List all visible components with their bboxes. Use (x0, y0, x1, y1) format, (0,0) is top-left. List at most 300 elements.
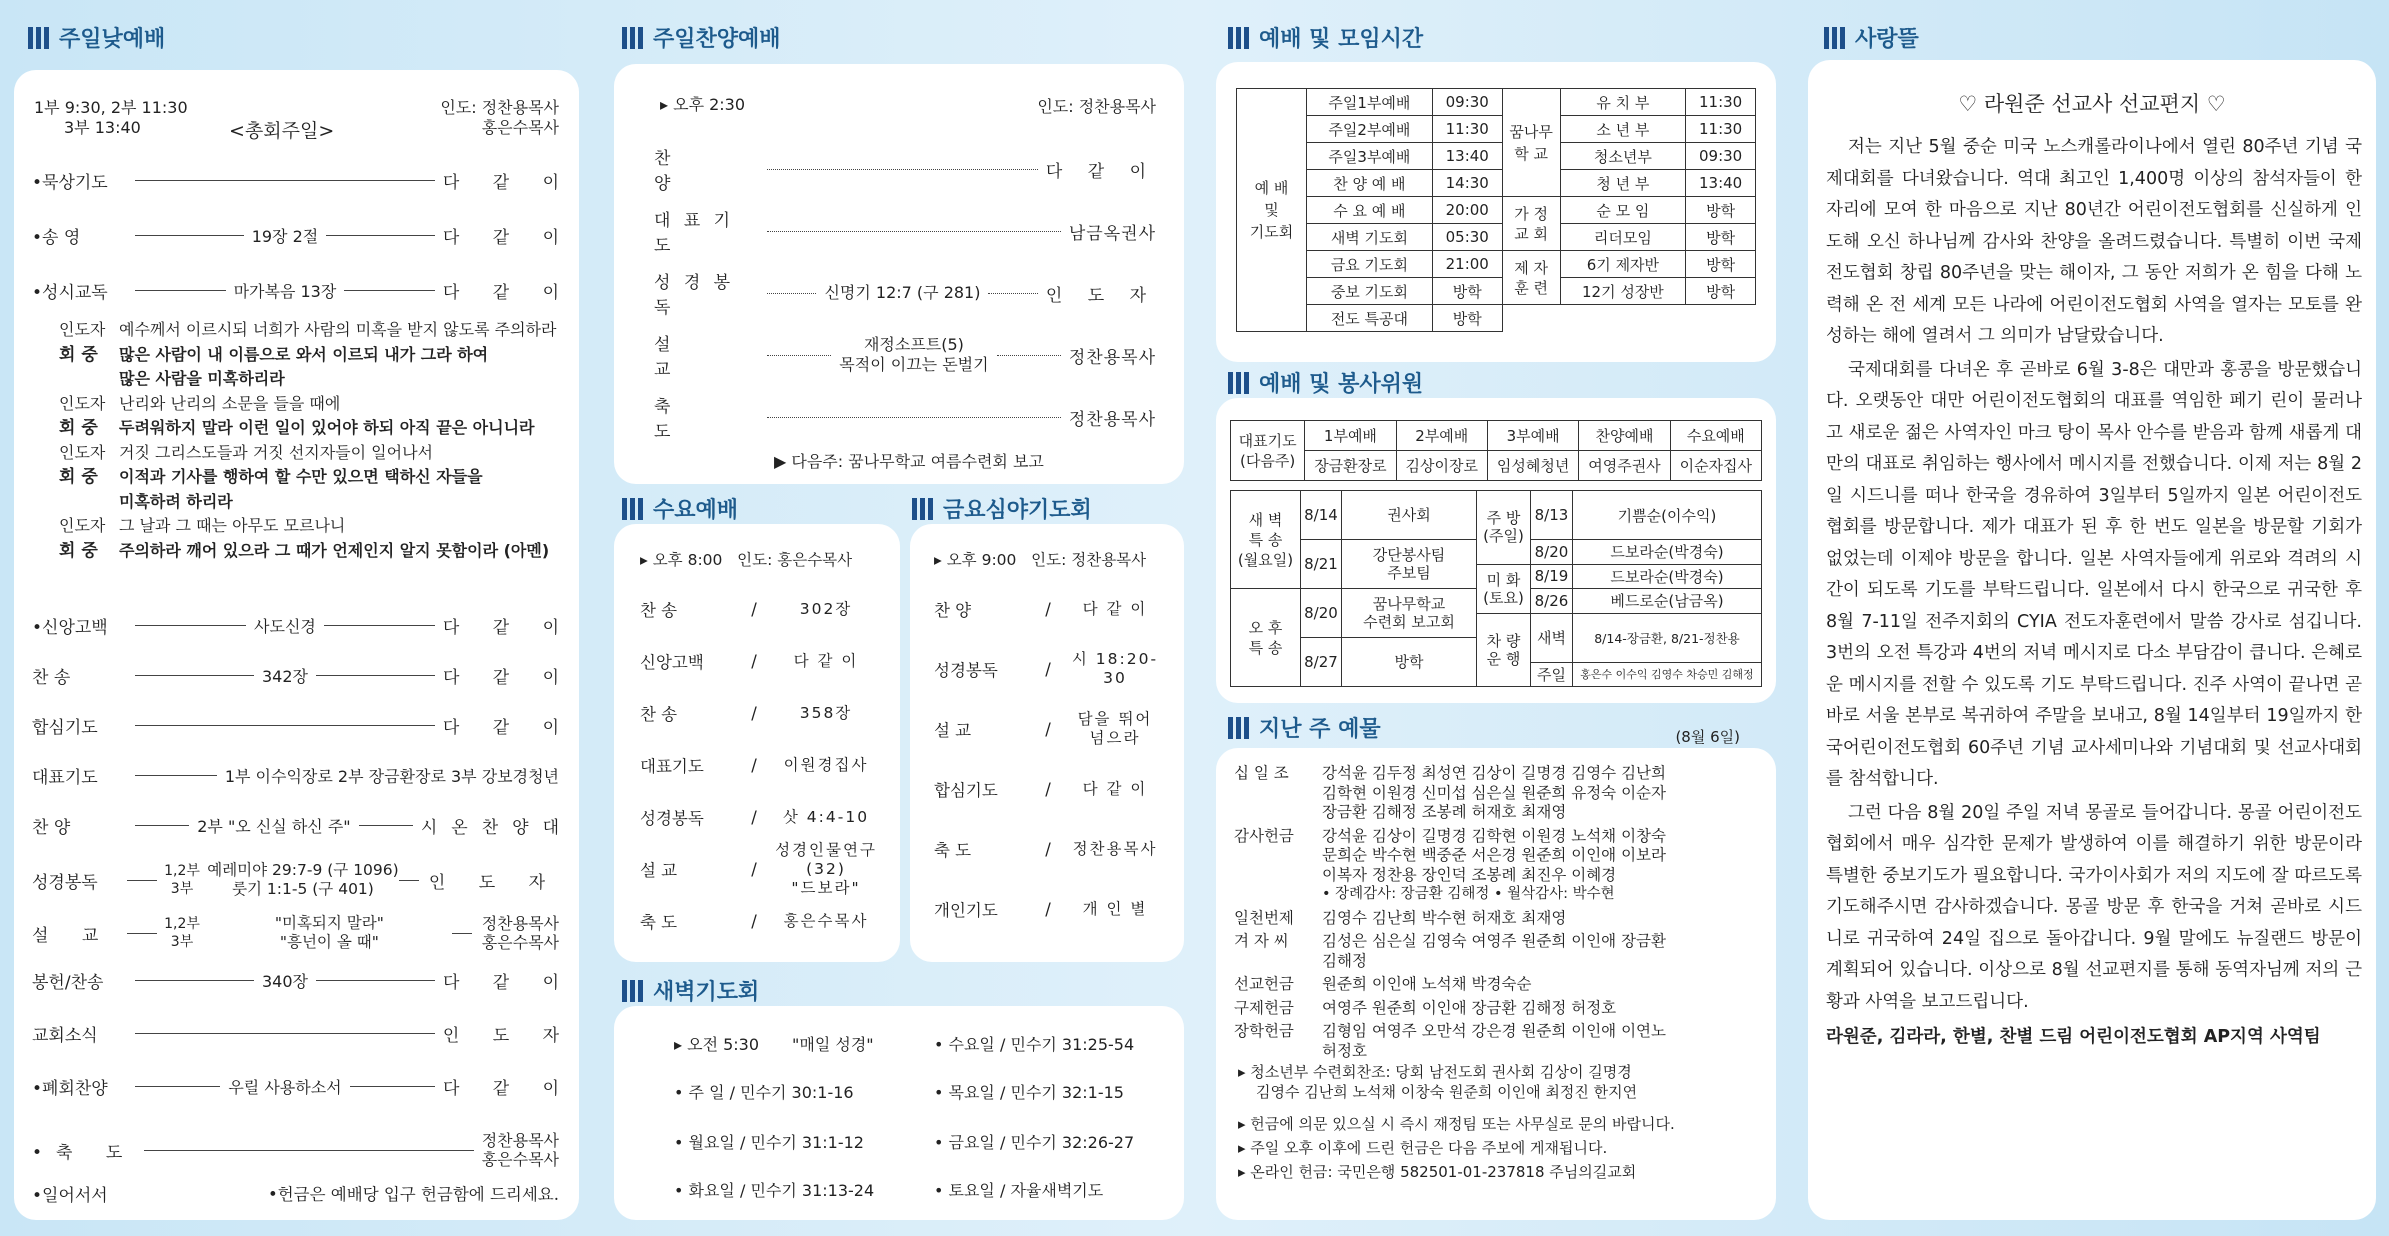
reading-speaker: 회 중 (59, 418, 98, 438)
reading-speaker: 회 중 (59, 467, 98, 487)
order-row (32, 810, 573, 840)
order-label: 찬 양 (32, 817, 71, 838)
section-title-friday: 금요심야기도회 (912, 493, 1092, 524)
group-school: 꿈나무 학 교 (1502, 89, 1560, 197)
reading-text: 미혹하려 하리라 (119, 491, 233, 511)
service-name: 전도 특공대 (1307, 305, 1433, 332)
schedule-panel (1216, 62, 1776, 362)
reading-speaker: 회 중 (59, 540, 98, 561)
roster-sub-team: 드보라순(박경숙) (1572, 540, 1761, 565)
service-value: 302장 (799, 599, 853, 618)
roster-date: 8/21 (1301, 540, 1342, 589)
reading-speaker: 인도자 (59, 516, 106, 535)
offering-names: 김형임 여영주 오만석 강은경 원준희 이인애 이연노 허정호 (1322, 1022, 1666, 1060)
service-label: 찬 송 (640, 705, 678, 724)
order-row (32, 710, 573, 740)
dawn-time: ▸ 오전 5:30 (674, 1035, 760, 1054)
service-label: 성경봉독 (934, 661, 998, 680)
sub-name: 유 치 부 (1560, 89, 1686, 116)
wed-head: ▸ 오후 8:00 인도: 홍은수목사 (640, 551, 853, 569)
staff-name: 여영주권사 (1579, 451, 1670, 481)
order-content: 19장 2절 (251, 226, 319, 246)
reading-text: 주의하라 깨어 있으라 그 때가 언제인지 알지 못함이라 (아멘) (119, 540, 550, 560)
praise-label: 설 교 (654, 335, 701, 380)
service-time: 방학 (1432, 305, 1502, 332)
reading-line (59, 343, 559, 368)
next-week-note: ▶ 다음주: 꿈나무학교 여름수련회 보고 (774, 452, 1044, 471)
order-person: 다 같 이 (442, 717, 573, 738)
offering-names: 김성은 심은실 김영숙 여영주 원준희 이인애 장금환 김해정 (1322, 932, 1666, 970)
roster-sub-date: 8/26 (1530, 589, 1572, 614)
offering-names: 강석윤 김상이 길명경 김학현 이원경 노석채 이창숙 문희순 박수현 백중준 서은경 원준희 이인애 이보라 이복자 정찬용 장인덕 조봉례 최진우 이혜경 • 장례감사: 장금환 김해정 • 월삭감사: 박수현 (1322, 826, 1666, 902)
order-content: 342장 (261, 666, 308, 686)
service-value: 다 같 이 (1082, 779, 1148, 798)
order-content: 마가복음 13장 (233, 281, 337, 301)
order-row (32, 965, 574, 995)
offering-row (1234, 1022, 1762, 1061)
leader-block: 인도: 정찬용목사 홍은수목사 (440, 98, 559, 137)
order-content: 2부 "오 신실 하신 주" (197, 816, 351, 836)
order-label: 합심기도 (32, 717, 98, 738)
sub-time: 방학 (1686, 197, 1756, 224)
reading-line (59, 514, 559, 539)
sub-time: 방학 (1686, 224, 1756, 251)
dawn-fri: • 금요일 / 민수기 32:26-27 (934, 1133, 1135, 1152)
notice-line: ▸ 헌금에 의문 있으실 시 즉시 재정팀 또는 사무실로 문의 바랍니다. (1238, 1115, 1675, 1133)
reading-line (59, 539, 559, 564)
praise-order (654, 134, 1156, 442)
service-label: 축 도 (640, 913, 678, 932)
reading-text: 예수께서 이르시되 너희가 사람의 미혹을 받지 않도록 주의하라 (119, 320, 557, 339)
service-time: 13:40 (1432, 143, 1502, 170)
staff-panel (1216, 398, 1776, 703)
staff-head: 2부예배 (1396, 421, 1487, 451)
service-time: 14:30 (1432, 170, 1502, 197)
letter-panel (1808, 60, 2376, 1220)
order-label: •폐회찬양 (32, 1078, 108, 1099)
offering-kind: 감사헌금 (1234, 826, 1294, 845)
roster-sub-team: 베드로순(남금옥) (1572, 589, 1761, 614)
praise-person: 다 같 이 (1045, 161, 1156, 182)
order-label: 대표기도 (32, 767, 98, 788)
wednesday-panel (614, 524, 900, 962)
service-label: 성경봉독 (640, 809, 704, 828)
service-row: 찬 송 / 302장 (640, 586, 884, 632)
service-value: 다 같 이 (793, 651, 859, 670)
order-row (32, 1018, 573, 1048)
roster-sub-date: 8/19 (1530, 564, 1572, 589)
service-name: 주일1부예배 (1307, 89, 1433, 116)
staff-head: 수요예배 (1670, 421, 1761, 451)
roster-group: 차 량 운 행 (1476, 613, 1530, 687)
section-title-praise: 주일찬양예배 (622, 22, 781, 53)
dawn-thu: • 목요일 / 민수기 32:1-15 (934, 1083, 1124, 1102)
service-time-row (1237, 251, 1756, 278)
order-row (32, 1071, 574, 1101)
roster-sub-date: 8/20 (1530, 540, 1572, 565)
service-name: 찬 양 예 배 (1307, 170, 1433, 197)
group-worship: 예 배 및 기도회 (1237, 89, 1307, 332)
roster-date: 8/14 (1301, 491, 1342, 540)
reading-text: 난리와 난리의 소문을 들을 때에 (119, 393, 341, 413)
service-time: 21:00 (1432, 251, 1502, 278)
service-value: 시 18:20-30 (1071, 650, 1159, 687)
reading-line (59, 490, 559, 515)
order-row (32, 660, 574, 690)
letter-paragraph: 저는 지난 5월 중순 미국 노스캐롤라이나에서 열린 80주년 기념 국제대회를 다녀왔습니다. 역대 최고인 1,400명 이상의 참석자들이 한 자리에 모여 한 마음으로 지난 80년간 어린이전도협회를 신실하게 인도해 오신 하나님께 감사와 찬양을 올려드렸습니다. 특별히 이번 국제전도협회 창립 80주년을 맞는 해이자, 그 동안 저희가 온 힘을 다해 노력해 온 전 세계 모든 나라에 어린이전도협회 사역을 열자는 모토를 완성하는 해에 열려서 그 의미가 남달랐습니다. (1826, 137, 2362, 346)
offering-row (1234, 827, 1762, 905)
order-label: •송 영 (32, 227, 81, 248)
sub-time: 09:30 (1686, 143, 1756, 170)
section-title-wednesday: 수요예배 (622, 493, 738, 524)
order-label: 교회소식 (32, 1025, 98, 1046)
wed-order (640, 586, 884, 946)
order-list-3 (32, 965, 574, 1125)
column-letter (1796, 0, 2389, 1236)
offering-list (1234, 764, 1762, 1065)
service-label: 대표기도 (640, 757, 704, 776)
service-row: 설 교 / 담을 뛰어 넘으라 (934, 706, 1168, 752)
praise-row (654, 144, 1156, 194)
section-title-letter: 사랑뜰 (1824, 22, 1919, 53)
bars-icon (622, 498, 643, 520)
sub-name: 청소년부 (1560, 143, 1686, 170)
staff-name: 김상이장로 (1396, 451, 1487, 481)
sub-name: 12기 성장반 (1560, 278, 1686, 305)
section-title-staff: 예배 및 봉사위원 (1228, 367, 1423, 398)
service-value: 358장 (799, 703, 853, 722)
reading-line (59, 416, 559, 441)
order-person: 다 같 이 (442, 1078, 574, 1099)
reading-text: 그 날과 그 때는 아무도 모르나니 (119, 516, 346, 535)
service-label: 축 도 (934, 841, 972, 860)
service-label: 합심기도 (934, 781, 998, 800)
dawn-tue: • 화요일 / 민수기 31:13-24 (674, 1181, 875, 1200)
sub-name: 소 년 부 (1560, 116, 1686, 143)
sunday-theme: <총회주일> (229, 120, 335, 142)
letter-title: ♡ 라원준 선교사 선교편지 ♡ (1958, 92, 2226, 116)
service-time-row (1237, 89, 1756, 116)
sub-time: 방학 (1686, 278, 1756, 305)
letter-body (1826, 132, 2362, 1054)
service-time: 방학 (1432, 278, 1502, 305)
staff-head: 찬양예배 (1579, 421, 1670, 451)
roster-sub-team: 홍은수 이수익 김영수 차승민 김해정 (1572, 662, 1761, 687)
youth-line: ▸ 청소년부 수련회찬조: 당회 남전도회 권사회 김상이 길명경 (1238, 1063, 1632, 1081)
praise-label: 성 경 봉 독 (654, 273, 735, 318)
service-time-row (1237, 224, 1756, 251)
service-time-row (1237, 170, 1756, 197)
roster-date: 8/27 (1301, 638, 1342, 687)
offering-kind: 선교헌금 (1234, 975, 1294, 993)
offering-names: 원준희 이인애 노석채 박경숙순 (1322, 975, 1532, 993)
dawn-wed: • 수요일 / 민수기 31:25-54 (934, 1035, 1135, 1054)
dawn-sun: • 주 일 / 민수기 30:1-16 (674, 1083, 854, 1102)
sub-time: 방학 (1686, 251, 1756, 278)
service-name: 주일3부예배 (1307, 143, 1433, 170)
staff-head: 대표기도 (다음주) (1231, 421, 1305, 481)
service-row: 설 교 / 성경인물연구(32) "드보라" (640, 846, 884, 892)
service-row: 성경봉독 / 삿 4:4-10 (640, 794, 884, 840)
order-person: 인 도 자 (442, 1025, 573, 1046)
praise-label: 축 도 (654, 397, 701, 442)
responsive-reading (59, 318, 559, 563)
roster-team: 권사회 (1341, 491, 1476, 540)
friday-panel (910, 524, 1184, 962)
order-label: •성시교독 (32, 282, 108, 303)
offering-names: 김영수 김난희 박수현 허재호 최재영 (1322, 908, 1567, 927)
roster-sub-date: 새벽 (1530, 613, 1572, 662)
order-person: 다 같 이 (442, 617, 573, 638)
benediction-row: •축 도 정찬용목사 홍은수목사 (32, 1131, 559, 1169)
reading-line (59, 318, 559, 343)
reading-speaker: 인도자 (59, 442, 106, 462)
sub-time: 11:30 (1686, 116, 1756, 143)
service-row: 축 도 / 정찬용목사 (934, 826, 1168, 872)
staff-head-row (1231, 421, 1762, 451)
service-label: 찬 양 (934, 601, 972, 620)
praise-person: 정찬용목사 (1068, 347, 1156, 368)
staff-table (1230, 420, 1762, 481)
service-value: 성경인물연구(32) "드보라" (775, 840, 877, 897)
column-schedule (1196, 0, 1786, 1236)
service-row: 신앙고백 / 다 같 이 (640, 638, 884, 684)
sermon-row: 설 교 1,2부 3부 "미혹되지 말라" "흥넌이 올 때" 정찬용목사 홍은수목사 (32, 914, 559, 952)
service-row: 개인기도 / 개 인 별 (934, 886, 1168, 932)
service-value: 담을 뛰어 넘으라 (1077, 710, 1153, 747)
bars-icon (28, 27, 49, 49)
letter-paragraph: 그런 다음 8월 20일 주일 저녁 몽골로 들어갑니다. 몽골 어린이전도협회에서 매우 심각한 문제가 발생하여 이를 해결하기 위한 방문이라 특별한 중보기도가 필요합니다. 국가이사회가 저의 지도에 잘 따르도록 기도해주시면 감사하겠습니다. 몽골 방문 후 한국을 거쳐 곧바로 시드니로 귀국하여 24일 집으로 돌아갑니다. 9월 말에도 뉴질랜드 방문이 계획되어 있습니다. 이상으로 8월 선교편지를 통해 동역자님께 저의 근황과 사역을 보고드립니다. (1826, 802, 2362, 1012)
service-label: 신앙고백 (640, 653, 704, 672)
offering-notes (1238, 1112, 1762, 1184)
offering-kind: 일천번제 (1234, 908, 1294, 927)
order-person: 다 같 이 (442, 172, 573, 193)
service-time: 11:30 (1432, 116, 1502, 143)
roster-sub-team: 기쁨순(이수익) (1572, 491, 1761, 540)
staff-name: 장금환장로 (1305, 451, 1396, 481)
order-person: 다 같 이 (442, 227, 573, 248)
order-person: 시온찬양대 (420, 817, 573, 838)
group-family: 가 정 교 회 (1502, 197, 1560, 251)
service-label: 설 교 (640, 861, 678, 880)
reading-text: 두려워하지 말라 이런 일이 있어야 하되 아직 끝은 아니니라 (119, 418, 535, 437)
service-time: 20:00 (1432, 197, 1502, 224)
praise-row (654, 330, 1156, 380)
sub-time: 11:30 (1686, 89, 1756, 116)
offering-row (1234, 909, 1762, 929)
section-title-dawn: 새벽기도회 (622, 975, 759, 1006)
reading-line (59, 367, 559, 392)
roster-sub-date: 주일 (1530, 662, 1572, 687)
praise-label: 대 표 기 도 (654, 211, 735, 256)
reading-speaker: 인도자 (59, 320, 106, 339)
service-time-row (1237, 143, 1756, 170)
reading-line (59, 392, 559, 417)
order-label: •묵상기도 (32, 172, 108, 193)
scripture-row: 성경봉독 1,2부 3부 예레미야 29:7-9 (구 1096) 룻기 1:1-5 (구 401) 인 도 자 (32, 861, 559, 898)
offering-names: 강석윤 김두정 최성연 김상이 길명경 김영수 김난희 김학현 이원경 신미섭 심은실 원준희 유정숙 이순자 장금환 김해정 조봉례 허재호 최재영 (1322, 764, 1666, 821)
roster-row (1231, 491, 1762, 516)
offering-kind: 장학헌금 (1234, 1022, 1294, 1040)
order-row (32, 275, 573, 305)
service-name: 중보 기도회 (1307, 278, 1433, 305)
section-title-sunday: 주일낮예배 (28, 22, 165, 53)
service-time-row (1237, 305, 1756, 332)
offering-date: (8월 6일) (1675, 728, 1740, 746)
reading-text: 이적과 기사를 행하여 할 수만 있으면 택하신 자들을 (119, 467, 483, 486)
sub-time: 13:40 (1686, 170, 1756, 197)
praise-panel (614, 64, 1184, 484)
order-person: 다 같 이 (442, 972, 574, 993)
service-time-row (1237, 197, 1756, 224)
dawn-theme: "매일 성경" (792, 1035, 874, 1054)
order-label: •신앙고백 (32, 617, 108, 638)
dawn-sat: • 토요일 / 자율새벽기도 (934, 1181, 1104, 1200)
order-person: 다 같 이 (442, 282, 573, 303)
service-row: 찬 송 / 358장 (640, 690, 884, 736)
bars-icon (1228, 372, 1249, 394)
service-row: 축 도 / 홍은수목사 (640, 898, 884, 944)
praise-label: 찬 양 (654, 149, 701, 194)
roster-sub-team: 드보라순(박경숙) (1572, 564, 1761, 589)
service-row: 성경봉독 / 시 18:20-30 (934, 646, 1168, 692)
roster-date: 8/20 (1301, 589, 1342, 638)
service-value: 이원경집사 (783, 755, 869, 774)
roster-team: 꿈나무학교 수련회 보고회 (1341, 589, 1476, 638)
staff-head: 1부예배 (1305, 421, 1396, 451)
sub-name: 청 년 부 (1560, 170, 1686, 197)
praise-content: 재정소프트(5) 목적이 이끄는 돈벌기 (839, 335, 989, 374)
bars-icon (1228, 27, 1249, 49)
reading-line (59, 465, 559, 490)
bars-icon (1824, 27, 1845, 49)
praise-person: 정찬용목사 (1068, 409, 1156, 430)
column-praise-worship (600, 0, 1190, 1236)
special-service-table (1230, 490, 1762, 687)
service-name: 새벽 기도회 (1307, 224, 1433, 251)
praise-person: 인 도 자 (1045, 285, 1156, 306)
order-label: 찬 송 (32, 667, 71, 688)
reading-speaker (59, 367, 119, 392)
service-time-table (1236, 88, 1756, 332)
order-label: 봉헌/찬송 (32, 972, 104, 993)
reading-line (59, 441, 559, 466)
youth-support-note (1238, 1062, 1762, 1102)
offering-names: 여영주 원준희 이인애 장금환 김해정 허정호 (1322, 998, 1617, 1017)
sub-name: 6기 제자반 (1560, 251, 1686, 278)
order-row (32, 760, 559, 790)
staff-name-row (1231, 451, 1762, 481)
praise-row (654, 392, 1156, 442)
notice-line: ▸ 주일 오후 이후에 드린 헌금은 다음 주보에 게재됩니다. (1238, 1139, 1608, 1157)
youth-line: 김영수 김난희 노석채 이창숙 원준희 이인애 최정진 한지연 (1256, 1083, 1638, 1101)
staff-name: 임성혜청년 (1487, 451, 1578, 481)
service-name: 주일2부예배 (1307, 116, 1433, 143)
service-value: 삿 4:4-10 (782, 807, 870, 826)
offering-kind: 십 일 조 (1234, 764, 1289, 782)
service-name: 금요 기도회 (1307, 251, 1433, 278)
reading-text: 많은 사람이 내 이름으로 와서 이르되 내가 그라 하여 (119, 344, 489, 364)
reading-speaker: 인도자 (59, 393, 106, 413)
order-content: 340장 (261, 971, 308, 991)
praise-time: ▸ 오후 2:30 (660, 95, 746, 114)
order-row (32, 610, 573, 640)
roster-team: 방학 (1341, 638, 1476, 687)
staff-name: 이순자집사 (1670, 451, 1761, 481)
offering-kind: 구제헌금 (1234, 998, 1294, 1017)
letter-paragraph: 국제대회를 다녀온 후 곧바로 6월 3-8은 대만과 홍콩을 방문했습니다. 오랫동안 대만 어린이전도협회의 대표를 역임한 페기 린이 물러나고 새로운 젊은 사역자인 마크 탕이 목사 안수를 받음과 함께 새롭게 대만의 대표로 취임하는 행사에서 메시지를 전했습니다. 이제 저는 8월 2일 시드니를 떠나 한국을 경유하여 3일부터 5일까지 일본 어린이전도협회를 방문합니다. 제가 대표가 된 후 한 번도 일본을 방문할 기회가 없었는데 이제야 방문을 합니다. 일본 사역자들에게 위로와 격려의 시간이 되도록 기도를 부탁드립니다. 일본에서 다시 한국으로 귀국한 후 8월 7-11일 전주지회의 CYIA 전도자훈련에서 말씀 강사로 섬깁니다. 3번의 오전 특강과 4번의 저녁 메시지로 다소 부담감이 큽니다. 은혜로운 메시지를 전할 수 있도록 기도 부탁드립니다. 진주 사역이 끝나면 곧바로 서울 본부로 복귀하여 주말을 보내고, 8월 14일부터 19일까지 한국어린이전도협회 60주년 기념 교사세미나와 기념대회 및 선교사대회를 참석합니다. (1826, 359, 2362, 789)
praise-row (654, 206, 1156, 256)
service-name: 수 요 예 배 (1307, 197, 1433, 224)
staff-head: 3부예배 (1487, 421, 1578, 451)
order-content: 1부 이수익장로 2부 장금환장로 3부 강보경청년 (224, 766, 559, 786)
section-title-offering: 지난 주 예물 (1228, 712, 1381, 743)
roster-sub-team: 8/14-장금환, 8/21-정찬용 (1572, 613, 1761, 662)
reading-speaker (59, 490, 119, 515)
notice-line: ▸ 온라인 헌금: 국민은행 582501-01-237818 주님의길교회 (1238, 1163, 1637, 1181)
sub-name: 순 모 임 (1560, 197, 1686, 224)
offering-row (1234, 932, 1762, 971)
sunday-panel (14, 70, 579, 1220)
roster-team: 강단봉사팀 주보팀 (1341, 540, 1476, 589)
sub-name: 리더모임 (1560, 224, 1686, 251)
offering-kind: 겨 자 씨 (1234, 932, 1289, 950)
bars-icon (912, 498, 933, 520)
service-value: 다 같 이 (1082, 599, 1148, 618)
fri-order (934, 586, 1168, 946)
service-time: 05:30 (1432, 224, 1502, 251)
order-content: 사도신경 (254, 616, 316, 636)
offering-row (1234, 999, 1762, 1019)
dawn-mon: • 월요일 / 민수기 31:1-12 (674, 1133, 864, 1152)
group-disciple: 제 자 훈 련 (1502, 251, 1560, 305)
roster-day: 오 후 특 송 (1231, 589, 1301, 687)
bars-icon (1228, 717, 1249, 739)
section-title-schedule: 예배 및 모임시간 (1228, 22, 1423, 53)
reading-text: 많은 사람을 미혹하리라 (119, 369, 285, 388)
service-row: 대표기도 / 이원경집사 (640, 742, 884, 788)
praise-content: 신명기 12:7 (구 281) (824, 283, 981, 302)
standup-row: •일어서서 •헌금은 예배당 입구 헌금함에 드리세요. (32, 1185, 559, 1206)
time-block: 1부 9:30, 2부 11:30 3부 13:40 (34, 98, 188, 137)
bars-icon (622, 27, 643, 49)
fri-head: ▸ 오후 9:00 인도: 정찬용목사 (934, 551, 1147, 569)
order-row (32, 220, 573, 250)
service-value: 개 인 별 (1082, 899, 1148, 918)
service-row: 찬 양 / 다 같 이 (934, 586, 1168, 632)
reading-text: 거짓 그리스도들과 거짓 선지자들이 일어나서 (119, 442, 434, 462)
service-label: 찬 송 (640, 601, 678, 620)
offering-row (1234, 764, 1762, 823)
column-sunday-worship (0, 0, 590, 1236)
letter-signature: 라원준, 김라라, 한별, 찬별 드림 어린이전도협회 AP지역 사역팀 (1826, 1027, 2321, 1047)
order-row (32, 165, 573, 195)
roster-sub-date: 8/13 (1530, 491, 1572, 540)
service-label: 개인기도 (934, 901, 998, 920)
service-label: 설 교 (934, 721, 972, 740)
roster-group: 미 화 (토요) (1476, 564, 1530, 613)
service-time-row (1237, 278, 1756, 305)
service-value: 홍은수목사 (783, 911, 869, 930)
service-time-row (1237, 116, 1756, 143)
service-time: 09:30 (1432, 89, 1502, 116)
praise-person: 남금옥권사 (1068, 223, 1156, 244)
service-row: 합심기도 / 다 같 이 (934, 766, 1168, 812)
service-value: 정찬용목사 (1072, 839, 1158, 858)
bars-icon (622, 980, 643, 1002)
order-person: 다 같 이 (442, 667, 574, 688)
reading-speaker: 회 중 (59, 344, 98, 365)
